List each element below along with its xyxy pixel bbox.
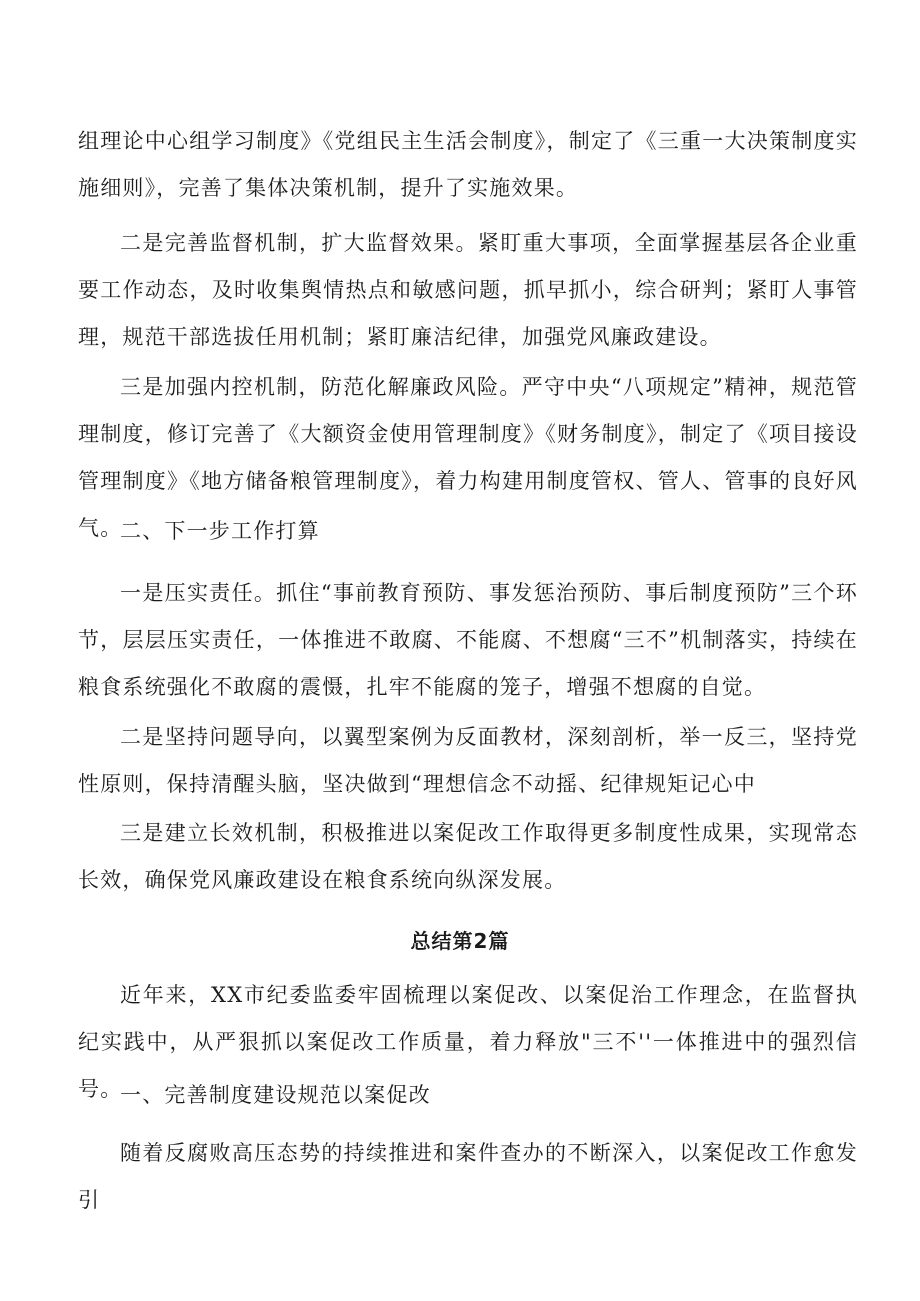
section-title: 总结第2篇 (410, 929, 510, 953)
paragraph-8: 随着反腐败高压态势的持续推进和案件查办的不断深入，以案促改工作愈发引 (78, 1141, 858, 1212)
paragraph-7: 近年来，XX市纪委监委牢固梳理以案促改、以案促治工作理念，在监督执纪实践中，从严狠抓以案促改工作质量，着力释放"三不''一体推进中的强烈信号。 (78, 983, 858, 1101)
paragraph-2: 二是完善监督机制，扩大监督效果。紧盯重大事项，全面掌握基层各企业重要工作动态，及时收集舆情热点和敏感问题，抓早抓小，综合研判；紧盯人事管理，规范干部选拔任用机制；紧盯廉洁纪律，加强党风廉政建设。 (78, 231, 858, 349)
paragraph-1: 组理论中心组学习制度》《党组民主生活会制度》，制定了《三重一大决策制度实施细则》，完善了集体决策机制，提升了实施效果。 (78, 129, 858, 200)
paragraph-6: 三是建立长效机制，积极推进以案促改工作取得更多制度性成果，实现常态长效，确保党风廉政建设在粮食系统向纵深发展。 (78, 821, 858, 892)
section-heading-next-steps: 二、下一步工作打算 (120, 519, 320, 543)
section-heading-improve-system: 一、完善制度建设规范以案促改 (120, 1083, 431, 1107)
paragraph-3: 三是加强内控机制，防范化解廉政风险。严守中央“八项规定”精神，规范管理制度，修订完善了《大额资金使用管理制度》《财务制度》，制定了《项目接设管理制度》《地方储备粮管理制度》，着力构建用制度管权、管人、管事的良好风气。 (78, 375, 858, 540)
paragraph-4: 一是压实责任。抓住“事前教育预防、事发惩治预防、事后制度预防”三个环节，层层压实责任，一体推进不敢腐、不能腐、不想腐“三不”机制落实，持续在粮食系统强化不敢腐的震慑，扎牢不能腐的笼子，增强不想腐的自觉。 (78, 581, 858, 699)
paragraph-5: 二是坚持问题导向，以翼型案例为反面教材，深刻剖析，举一反三，坚持党性原则，保持清醒头脑，坚决做到“理想信念不动摇、纪律规矩记心中 (78, 725, 858, 796)
